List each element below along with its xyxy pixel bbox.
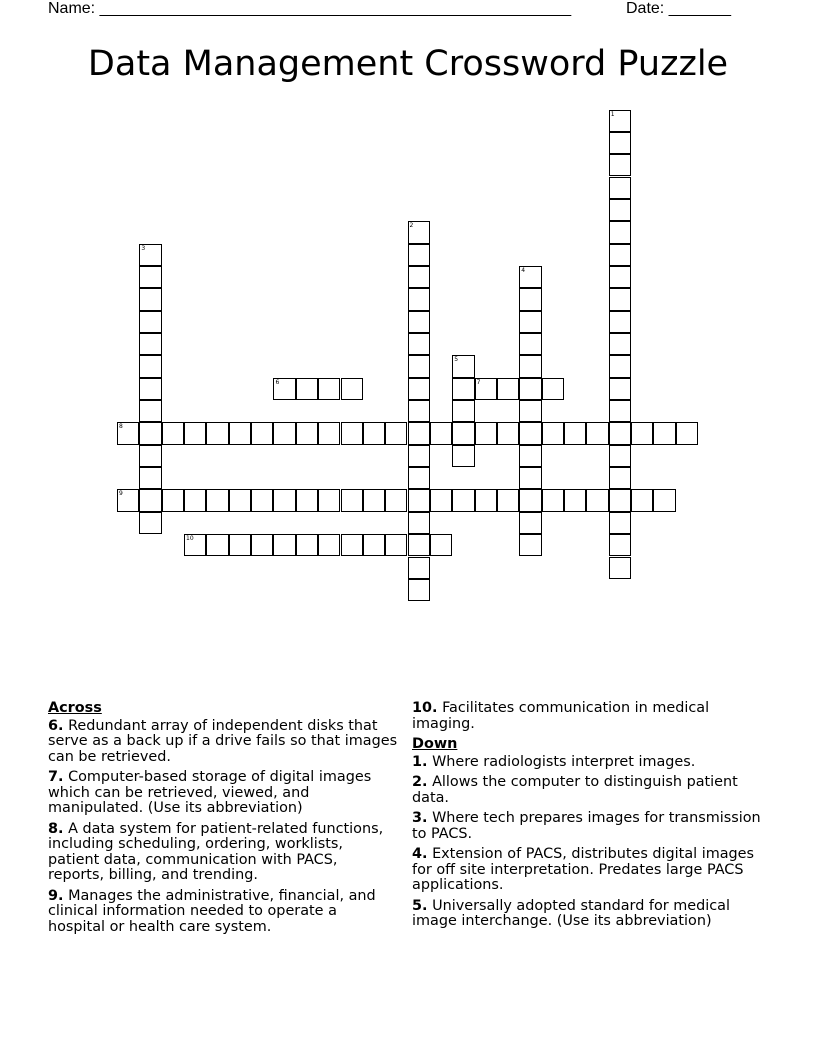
clue-number: 4. — [412, 846, 428, 862]
crossword-cell[interactable] — [519, 534, 541, 556]
crossword-cell[interactable] — [117, 489, 139, 511]
crossword-cell[interactable] — [452, 355, 474, 377]
crossword-cell[interactable] — [206, 489, 228, 511]
crossword-cell[interactable] — [408, 445, 430, 467]
crossword-cell[interactable] — [184, 489, 206, 511]
crossword-cell[interactable] — [229, 489, 251, 511]
crossword-cell[interactable] — [519, 266, 541, 288]
crossword-cell[interactable] — [653, 489, 675, 511]
crossword-cell[interactable] — [475, 422, 497, 444]
crossword-cell[interactable] — [318, 489, 340, 511]
crossword-cell[interactable] — [609, 489, 631, 511]
clue-across-7 — [48, 770, 398, 817]
clue-number: 1. — [412, 753, 428, 770]
crossword-cell[interactable] — [609, 512, 631, 534]
crossword-cell[interactable] — [609, 422, 631, 444]
clue-text: Extension of PACS, distributes digital images for off site interpretation. Predates large PACS applications. — [412, 846, 755, 893]
cell-number: 7 — [476, 378, 481, 386]
clue-across-9 — [48, 889, 398, 936]
clue-number: 5. — [412, 897, 428, 914]
crossword-cell[interactable] — [609, 132, 631, 154]
crossword-cell[interactable] — [430, 422, 452, 444]
crossword-cell[interactable] — [162, 489, 184, 511]
crossword-cell[interactable] — [609, 378, 631, 400]
clue-text: Computer-based storage of digital images which can be retrieved, viewed, and manipulated. (Use its abbreviation) — [48, 769, 372, 816]
crossword-cell[interactable] — [251, 489, 273, 511]
crossword-cell[interactable] — [408, 512, 430, 534]
clue-number: 10. — [412, 700, 438, 716]
crossword-cell[interactable] — [519, 512, 541, 534]
crossword-cell[interactable] — [586, 422, 608, 444]
crossword-cell[interactable] — [408, 534, 430, 556]
clue-across-8 — [48, 822, 398, 884]
crossword-cell[interactable] — [653, 422, 675, 444]
crossword-cell[interactable] — [497, 378, 519, 400]
crossword-cell[interactable] — [519, 467, 541, 489]
cell-number: 9 — [119, 490, 123, 498]
clue-text: Redundant array of independent disks that serve as a back up if a drive fails so that images can be retrieved. — [48, 717, 398, 765]
cell-number: 2 — [409, 222, 414, 230]
down-heading: Down — [412, 736, 458, 752]
crossword-cell[interactable] — [139, 400, 161, 422]
crossword-cell[interactable] — [631, 422, 653, 444]
crossword-cell[interactable] — [519, 489, 541, 511]
crossword-cell[interactable] — [162, 422, 184, 444]
crossword-cell[interactable] — [542, 378, 564, 400]
crossword-cell[interactable] — [408, 311, 430, 333]
crossword-cell[interactable] — [519, 311, 541, 333]
crossword-cell[interactable] — [139, 467, 161, 489]
crossword-cell[interactable] — [519, 355, 541, 377]
crossword-cell[interactable] — [609, 154, 631, 176]
crossword-cell[interactable] — [609, 288, 631, 310]
crossword-cell[interactable] — [609, 311, 631, 333]
clue-number: 9. — [48, 887, 64, 904]
crossword-cell[interactable] — [609, 400, 631, 422]
crossword-cell[interactable] — [273, 534, 295, 556]
crossword-cell[interactable] — [564, 422, 586, 444]
crossword-cell[interactable] — [184, 422, 206, 444]
crossword-cell[interactable] — [341, 489, 363, 511]
crossword-cell[interactable] — [408, 288, 430, 310]
crossword-cell[interactable] — [519, 445, 541, 467]
crossword-cell[interactable] — [497, 489, 519, 511]
crossword-cell[interactable] — [564, 489, 586, 511]
crossword-cell[interactable] — [609, 333, 631, 355]
clue-down-1 — [412, 755, 772, 771]
crossword-cell[interactable] — [452, 445, 474, 467]
crossword-cell[interactable] — [609, 177, 631, 199]
crossword-cell[interactable] — [452, 378, 474, 400]
crossword-cell[interactable] — [408, 467, 430, 489]
crossword-cell[interactable] — [273, 422, 295, 444]
crossword-cell[interactable] — [408, 579, 430, 601]
crossword-cell[interactable] — [385, 489, 407, 511]
clue-text: Facilitates communication in medical imaging. — [412, 700, 710, 732]
crossword-cell[interactable] — [519, 288, 541, 310]
crossword-cell[interactable] — [139, 311, 161, 333]
crossword-cell[interactable] — [408, 489, 430, 511]
clue-text: Where tech prepares images for transmission to PACS. — [412, 810, 761, 842]
crossword-cell[interactable] — [206, 422, 228, 444]
crossword-cell[interactable] — [408, 333, 430, 355]
crossword-cell[interactable] — [273, 378, 295, 400]
crossword-cell[interactable] — [408, 378, 430, 400]
crossword-cell[interactable] — [139, 266, 161, 288]
crossword-cell[interactable] — [452, 422, 474, 444]
crossword-cell[interactable] — [452, 400, 474, 422]
crossword-cell[interactable] — [363, 534, 385, 556]
crossword-cell[interactable] — [117, 422, 139, 444]
clue-text: Where radiologists interpret images. — [432, 753, 696, 770]
crossword-cell[interactable] — [139, 445, 161, 467]
crossword-cell[interactable] — [385, 534, 407, 556]
clue-number: 8. — [48, 820, 64, 837]
crossword-cell[interactable] — [430, 489, 452, 511]
crossword-cell[interactable] — [519, 422, 541, 444]
clue-number: 2. — [412, 774, 428, 790]
clue-across-6 — [48, 719, 398, 766]
crossword-cell[interactable] — [408, 266, 430, 288]
crossword-cell[interactable] — [609, 110, 631, 132]
crossword-cell[interactable] — [542, 489, 564, 511]
across-heading: Across — [48, 700, 102, 716]
cell-number: 6 — [275, 378, 280, 386]
crossword-cell[interactable] — [475, 489, 497, 511]
crossword-cell[interactable] — [139, 288, 161, 310]
clues-column-right — [412, 701, 772, 935]
clue-across-10 — [412, 701, 772, 732]
crossword-cell[interactable] — [363, 422, 385, 444]
crossword-cell[interactable] — [206, 534, 228, 556]
crossword-cell[interactable] — [519, 400, 541, 422]
clue-text: A data system for patient-related functions, including scheduling, ordering, worklists, patient data, communication with PACS, reports, billing, and trending. — [48, 820, 384, 883]
cell-number: 5 — [454, 356, 459, 364]
cell-number: 10 — [186, 535, 194, 543]
clue-down-4 — [412, 847, 772, 894]
crossword-cell[interactable] — [519, 378, 541, 400]
crossword-cell[interactable] — [139, 355, 161, 377]
crossword-cell[interactable] — [609, 199, 631, 221]
name-field: Name: _____________________________________________________ — [48, 0, 572, 17]
cell-number: 1 — [610, 110, 615, 118]
crossword-cell[interactable] — [631, 489, 653, 511]
crossword-cell[interactable] — [139, 333, 161, 355]
crossword-cell[interactable] — [229, 534, 251, 556]
crossword-cell[interactable] — [139, 378, 161, 400]
crossword-cell[interactable] — [519, 333, 541, 355]
clue-number: 6. — [48, 717, 64, 734]
crossword-cell[interactable] — [408, 355, 430, 377]
clue-text: Manages the administrative, financial, and clinical information needed to operate a hospital or health care system. — [48, 887, 376, 935]
crossword-cell[interactable] — [609, 445, 631, 467]
clue-down-5 — [412, 899, 772, 930]
clue-down-2 — [412, 775, 772, 806]
crossword-cell[interactable] — [586, 489, 608, 511]
crossword-cell[interactable] — [385, 422, 407, 444]
crossword-cell[interactable] — [296, 422, 318, 444]
crossword-cell[interactable] — [452, 489, 474, 511]
crossword-cell[interactable] — [341, 534, 363, 556]
crossword-cell[interactable] — [609, 355, 631, 377]
crossword-cell[interactable] — [542, 422, 564, 444]
cell-number: 8 — [119, 423, 123, 431]
crossword-cell[interactable] — [139, 244, 161, 266]
crossword-cell[interactable] — [318, 378, 340, 400]
cell-number: 4 — [521, 266, 526, 274]
cell-number: 3 — [141, 244, 146, 252]
crossword-cell[interactable] — [676, 422, 698, 444]
clue-number: 3. — [412, 810, 428, 826]
crossword-cell[interactable] — [475, 378, 497, 400]
crossword-cell[interactable] — [273, 489, 295, 511]
crossword-cell[interactable] — [184, 534, 206, 556]
crossword-cell[interactable] — [139, 422, 161, 444]
crossword-cell[interactable] — [318, 534, 340, 556]
crossword-cell[interactable] — [609, 266, 631, 288]
crossword-cell[interactable] — [296, 489, 318, 511]
crossword-cell[interactable] — [609, 557, 631, 579]
crossword-cell[interactable] — [296, 534, 318, 556]
crossword-cell[interactable] — [609, 534, 631, 556]
clue-text: Universally adopted standard for medical image interchange. (Use its abbreviation) — [412, 897, 731, 929]
date-field: Date: _______ — [626, 0, 731, 17]
crossword-cell[interactable] — [408, 422, 430, 444]
clue-text: Allows the computer to distinguish patient data. — [412, 774, 738, 806]
crossword-cell[interactable] — [408, 557, 430, 579]
crossword-cell[interactable] — [609, 221, 631, 243]
crossword-cell[interactable] — [139, 512, 161, 534]
clues-column-left — [48, 701, 398, 940]
crossword-cell[interactable] — [497, 422, 519, 444]
crossword-cell[interactable] — [609, 467, 631, 489]
crossword-cell[interactable] — [229, 422, 251, 444]
crossword-cell[interactable] — [318, 422, 340, 444]
crossword-cell[interactable] — [408, 244, 430, 266]
crossword-cell[interactable] — [408, 400, 430, 422]
crossword-cell[interactable] — [341, 422, 363, 444]
crossword-cell[interactable] — [296, 378, 318, 400]
crossword-cell[interactable] — [251, 422, 273, 444]
crossword-cell[interactable] — [341, 378, 363, 400]
crossword-cell[interactable] — [408, 221, 430, 243]
crossword-cell[interactable] — [251, 534, 273, 556]
crossword-cell[interactable] — [430, 534, 452, 556]
crossword-cell[interactable] — [363, 489, 385, 511]
page-title: Data Management Crossword Puzzle — [87, 44, 729, 84]
crossword-cell[interactable] — [139, 489, 161, 511]
clue-number: 7. — [48, 769, 64, 785]
clue-down-3 — [412, 811, 772, 842]
crossword-cell[interactable] — [609, 244, 631, 266]
